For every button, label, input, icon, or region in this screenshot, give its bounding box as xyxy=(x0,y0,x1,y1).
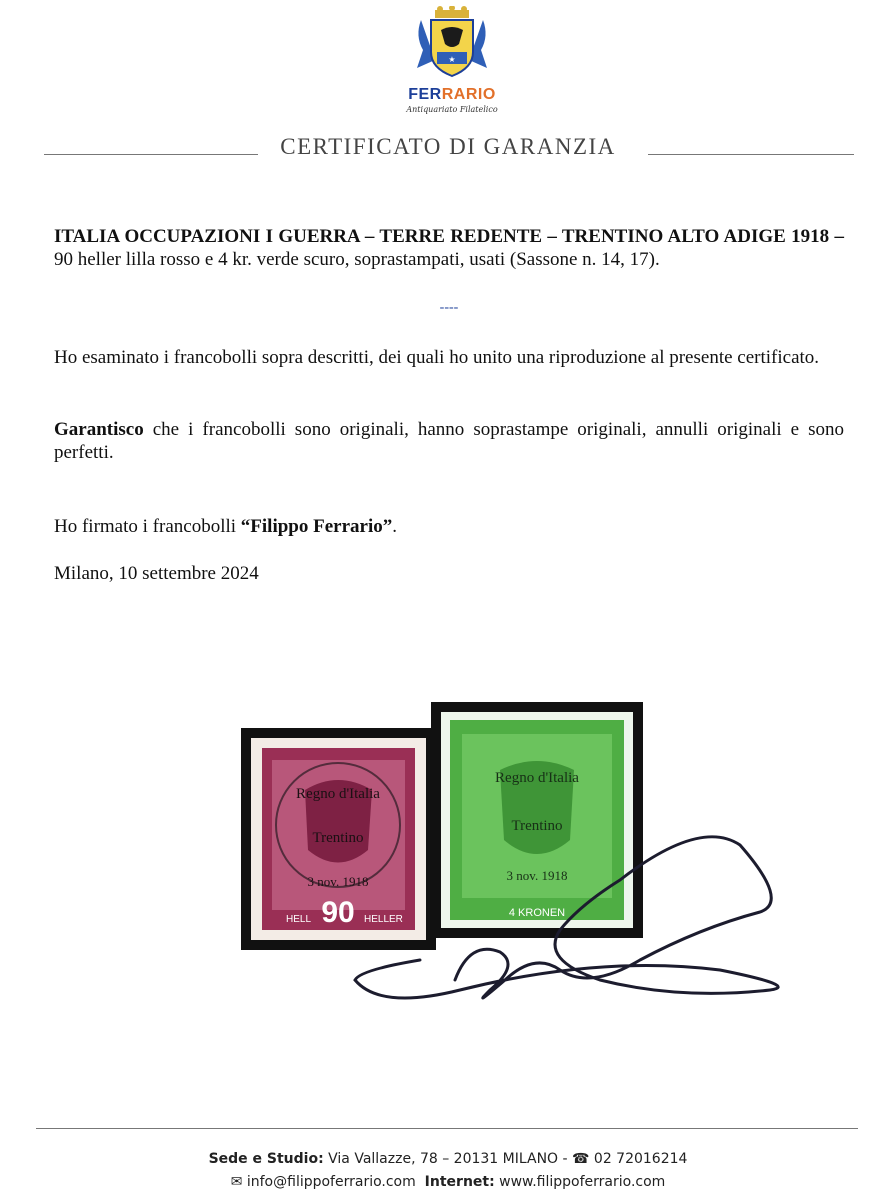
right-stamp-kronen: 4 KRONEN xyxy=(508,907,566,919)
left-overprint-line2: Trentino xyxy=(312,830,364,846)
left-overprint-line1: Regno d'Italia xyxy=(296,786,380,802)
right-overprint-line1: Regno d'Italia xyxy=(495,770,579,786)
right-overprint-line2: Trentino xyxy=(511,818,563,834)
guarantee-paragraph xyxy=(54,418,844,464)
brand-tagline: Antiquariato Filatelico xyxy=(406,105,498,114)
stamp-4-kronen xyxy=(431,702,643,938)
left-stamp-heller-left: HELL xyxy=(286,914,312,925)
internet-label: Internet: xyxy=(424,1174,495,1190)
examination-paragraph: Ho esaminato i francobolli sopra descritti, dei quali ho unito una riproduzione al presente certificato. xyxy=(54,347,820,368)
footer-address xyxy=(0,1151,896,1167)
svg-text:★: ★ xyxy=(448,55,456,64)
footer-contacts xyxy=(0,1174,896,1190)
address-label: Sede e Studio: xyxy=(208,1151,324,1167)
footer-rule xyxy=(36,1128,858,1129)
stamp-images xyxy=(0,690,896,1050)
brand-name: FERRARIO xyxy=(408,86,496,103)
description-text: 90 heller lilla rosso e 4 kr. verde scuro, soprastampati, usati (Sassone n. 14, 17). xyxy=(54,249,660,270)
signer-name: “Filippo Ferrario” xyxy=(240,516,393,537)
left-stamp-heller-right: HELLER xyxy=(364,914,403,925)
website-link[interactable]: www.filippoferrario.com xyxy=(494,1174,666,1190)
signature-statement-start: Ho firmato i francobolli xyxy=(54,516,241,537)
guarantee-text: che i francobolli sono originali, hanno soprastampe originali, annulli originali e sono perfetti. xyxy=(54,419,844,463)
left-stamp-value: 90 xyxy=(321,896,355,929)
place-date: Milano, 10 settembre 2024 xyxy=(54,563,259,584)
certificate-title: CERTIFICATO DI GARANZIA xyxy=(280,134,616,159)
right-overprint-line3: 3 nov. 1918 xyxy=(506,868,568,883)
guarantee-keyword: Garantisco xyxy=(54,419,144,440)
address-text: Via Vallazze, 78 – 20131 MILANO - ☎ 02 72016214 xyxy=(323,1151,688,1167)
description-heading: ITALIA OCCUPAZIONI I GUERRA – TERRE REDENTE – TRENTINO ALTO ADIGE 1918 – xyxy=(54,226,844,247)
stamp-description xyxy=(54,225,844,271)
separator-dashes: ---- xyxy=(439,300,459,315)
left-overprint-line3: 3 nov. 1918 xyxy=(307,874,369,889)
stamp-90-heller xyxy=(241,728,436,950)
email-link[interactable]: ✉ info@filippoferrario.com xyxy=(230,1174,416,1190)
signature-statement-end: . xyxy=(392,516,397,537)
title-rule-right xyxy=(648,154,854,155)
signature-statement xyxy=(54,515,844,538)
coat-of-arms-logo xyxy=(413,6,491,80)
